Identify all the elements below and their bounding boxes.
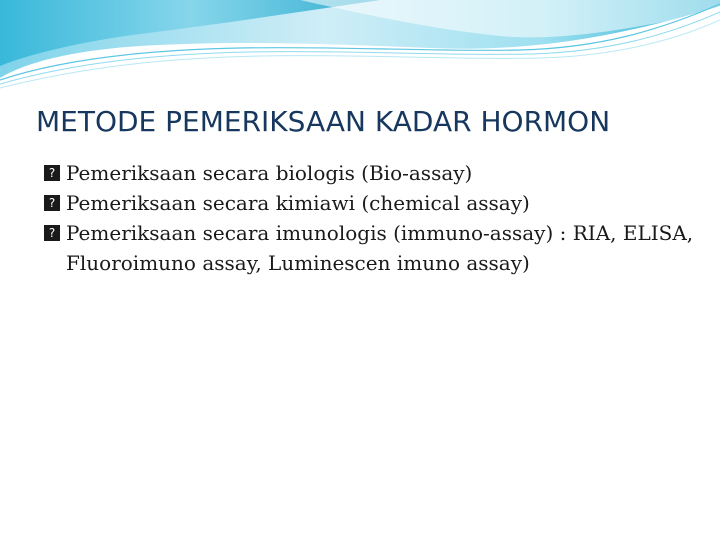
header-wave-decoration xyxy=(0,0,720,90)
missing-glyph-bullet-icon: ? xyxy=(44,225,60,241)
bullet-text: Pemeriksaan secara biologis (Bio-assay) xyxy=(66,161,473,185)
bullet-text: Pemeriksaan secara imunologis (immuno-assay) : RIA, ELISA, Fluoroimuno assay, Luminescen imuno assay) xyxy=(66,221,694,275)
missing-glyph-bullet-icon: ? xyxy=(44,195,60,211)
bullet-text: Pemeriksaan secara kimiawi (chemical assay) xyxy=(66,191,530,215)
bullet-item xyxy=(44,188,704,218)
missing-glyph-bullet-icon: ? xyxy=(44,165,60,181)
bullet-item xyxy=(44,158,704,188)
bullet-list xyxy=(44,158,704,278)
slide-title: METODE PEMERIKSAAN KADAR HORMON xyxy=(36,105,611,138)
bullet-item xyxy=(44,218,704,278)
